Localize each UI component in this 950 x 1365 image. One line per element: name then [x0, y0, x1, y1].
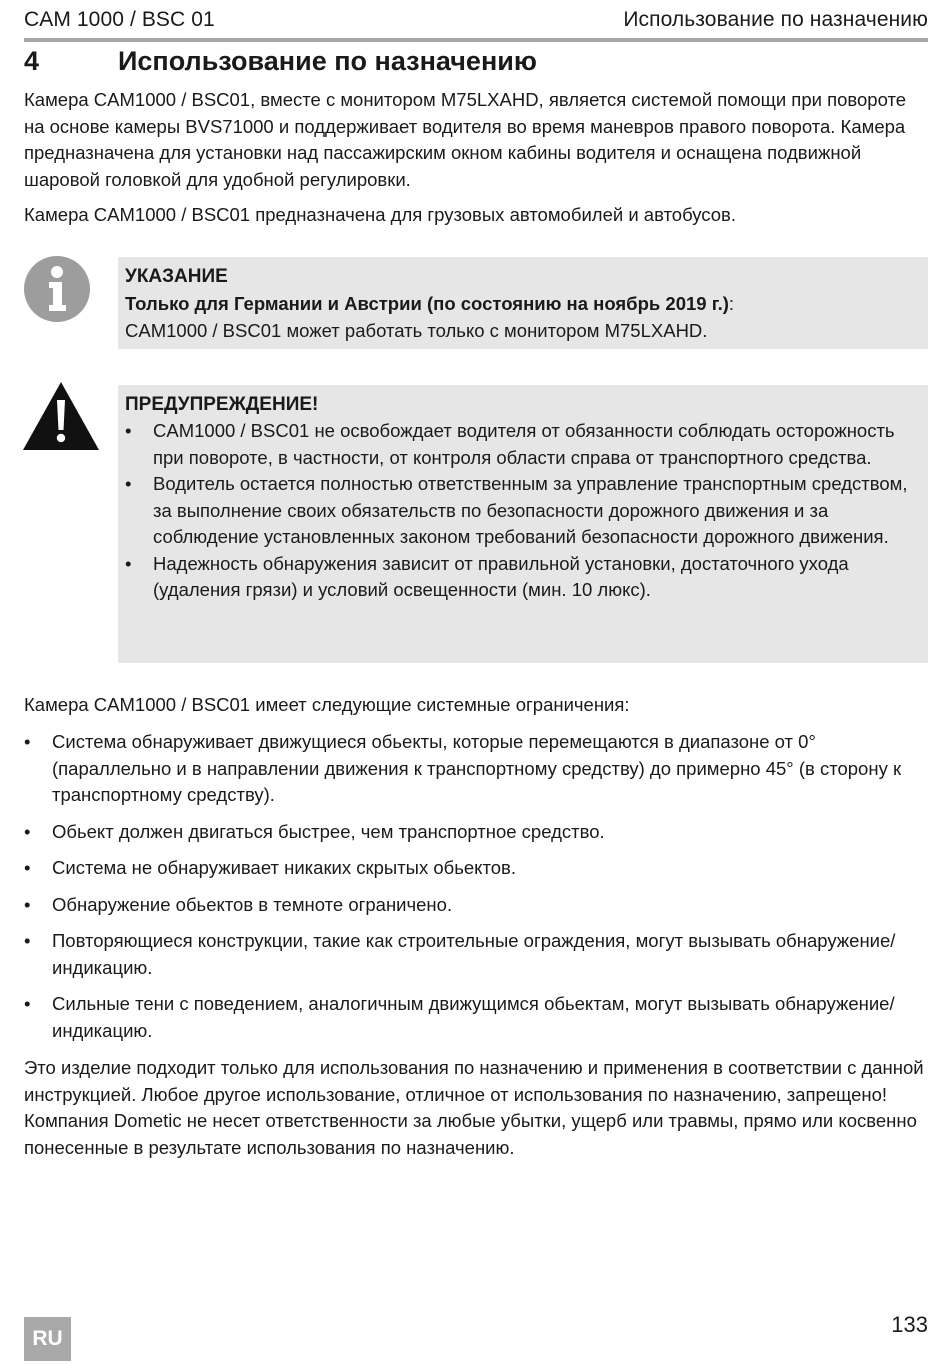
language-badge: RU: [24, 1317, 71, 1361]
warning-title: ПРЕДУПРЕЖДЕНИЕ!: [125, 394, 319, 415]
closing-paragraph: Это изделие подходит только для использования по назначению и применения в соответствии с данной инструкцией. Любое другое использование, отличное от использования по назначению, запрещено! Компания Dometic не несет ответственности за любые убытки, ущерб или травмы, прямо или косвенно понесенные в результате использования по назначению.: [24, 1057, 924, 1158]
info-icon: [23, 255, 91, 323]
limit-item: • Система не обнаруживает никаких скрытых обьектов.: [24, 855, 928, 882]
limits-intro: Камера CAM1000 / BSC01 имеет следующие системные ограничения:: [24, 694, 630, 715]
intro-paragraph: Камера CAM1000 / BSC01, вместе с монитором M75LXAHD, является системой помощи при повороте на основе камеры BVS71000 и поддерживает водителя во время маневров правого поворота. Камера предназначена для установки над пассажирским окном кабины водителя и оснащена подвижной шаровой головкой для удобной регулировки.: [24, 89, 907, 190]
note-bold-text: Только для Германии и Австрии (по состоянию на ноябрь 2019 г.): [125, 293, 729, 314]
limit-item: • Сильные тени с поведением, аналогичным движущимся обьектам, могут вызывать обнаружение/индикацию.: [24, 991, 928, 1044]
note-colon: :: [728, 293, 735, 314]
note-box: [118, 257, 928, 349]
warning-item: • Надежность обнаружения зависит от правильной установки, достаточного ухода (удаления грязи) и условий освещенности (мин. 10 люкс).: [125, 551, 918, 604]
warning-list: [125, 418, 918, 604]
limit-item: • Обнаружение обьектов в темноте ограничено.: [24, 892, 928, 919]
section-number: 4: [24, 46, 40, 76]
warning-box: [118, 385, 928, 663]
note-text: CAM1000 / BSC01 может работать только с монитором M75LXAHD.: [125, 320, 708, 341]
note-line: [125, 290, 918, 317]
header-doc-title: CAM 1000 / BSC 01: [24, 8, 215, 31]
limit-item: • Система обнаруживает движущиеся обьекты, которые перемещаются в диапазоне от 0° (параллельно и в направлении движения к транспортному средству) до примерно 45° (в сторону к транспортному средству).: [24, 729, 928, 809]
warning-triangle-icon: [22, 380, 100, 452]
warning-item: • CAM1000 / BSC01 не освобождает водителя от обязанности соблюдать осторожность при повороте, в частности, от контроля области справа от транспортного средства.: [125, 418, 918, 471]
section-title: Использование по назначению: [118, 46, 537, 76]
limit-item: • Повторяющиеся конструкции, такие как строительные ограждения, могут вызывать обнаружение/индикацию.: [24, 928, 928, 981]
header-divider: [24, 38, 928, 42]
header-section-title: Использование по назначению: [623, 8, 928, 31]
note-title: УКАЗАНИЕ: [125, 266, 228, 287]
limit-item: • Обьект должен двигаться быстрее, чем транспортное средство.: [24, 819, 928, 846]
intro-paragraph-2: Камера CAM1000 / BSC01 предназначена для грузовых автомобилей и автобусов.: [24, 204, 737, 225]
warning-item: • Водитель остается полностью ответственным за управление транспортным средством, за выполнение своих обязательств по безопасности дорожного движения и за соблюдение установленных законом требований безопасности дорожного движения.: [125, 471, 918, 551]
limits-list: [24, 729, 928, 1054]
page-number: 133: [891, 1312, 928, 1337]
